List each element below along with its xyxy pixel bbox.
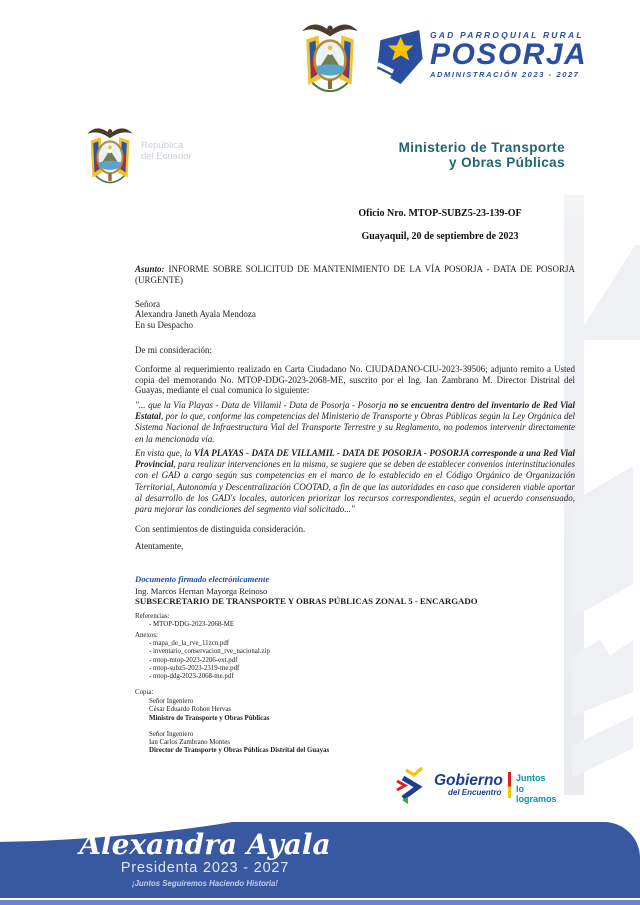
ministry-title bbox=[325, 140, 565, 170]
copy-entry bbox=[135, 731, 329, 756]
references-block bbox=[135, 613, 234, 629]
quote2-suffix: , para realizar intervenciones en la misma, se sugiere que se deben de establecer convenios interinstitucionales con el GAD a cargo según sus competencias en el marco de lo establecido en el Código Orgánico de Organización Territorial, Autonomía y Descentralización COOTAD, a fin de que las autoridades en caso que consideren viable aportar al desarrollo de los GAD's locales, autoricen priorizar los recursos correspondientes, según el acuerdo consensuado, para mejorar las condiciones del segmento vial solicitado..." bbox=[135, 459, 575, 515]
gad-admin: ADMINISTRACIÓN 2023 - 2027 bbox=[430, 70, 580, 79]
footer-band bbox=[0, 822, 640, 898]
signer-title: SUBSECRETARIO DE TRANSPORTE Y OBRAS PÚBLICAS ZONAL 5 - ENCARGADO bbox=[135, 596, 478, 606]
annex-item: - mtop-subz5-2023-2319-me.pdf bbox=[149, 664, 240, 672]
footer-slogan: ¡Juntos Seguiremos Haciendo Historia! bbox=[131, 879, 278, 888]
quote1-suffix: , por lo que, conforme las competencias del Ministerio de Transporte y Obras Públicas según la Ley Orgánica del Sistema Nacional de Infraestructura Vial del Transporte Terrestre y su Reglamento, no podemos intervenir directamente en la mencionada vía. bbox=[135, 411, 575, 444]
copy-salutation: Señor Ingeniero bbox=[149, 730, 194, 738]
subject-text: INFORME SOBRE SOLICITUD DE MANTENIMIENTO DE LA VÍA POSORJA - DATA DE POSORJA (URGENTE) bbox=[135, 264, 576, 285]
gad-name: POSORJA bbox=[430, 38, 588, 71]
gobierno-tagline bbox=[516, 773, 566, 805]
republic-line2: del Ecuador bbox=[141, 150, 192, 162]
annexes-block bbox=[135, 632, 270, 681]
posorja-shield-icon bbox=[372, 24, 426, 90]
recipient-honorific: Señora bbox=[135, 299, 160, 309]
ministry-line2: y Obras Públicas bbox=[449, 155, 565, 170]
oficio-number: Oficio Nro. MTOP-SUBZ5-23-139-OF bbox=[358, 208, 522, 219]
gobierno-sub: del Encuentro bbox=[448, 788, 502, 797]
gobierno-tagline-1: Juntos bbox=[516, 773, 546, 783]
letter-coat-of-arms-icon bbox=[84, 122, 136, 186]
gobierno-divider bbox=[508, 772, 511, 798]
paragraph-1: Conforme al requerimiento realizado en Carta Ciudadano No. CIUDADANO-CIU-2023-39506; adjunto remito a Usted copia del memorando No. MTOP-DDG-2023-2068-ME, suscrito por el Ing. Ian Zambrano M. Director Distrital del Guayas, mediante el cual comunica lo siguiente: bbox=[135, 364, 575, 396]
annex-item: - mapa_de_la_rve_11zcn.pdf bbox=[149, 640, 230, 648]
copies-block bbox=[135, 689, 329, 755]
posorja-logo-text bbox=[430, 30, 610, 79]
annexes-label: Anexos: bbox=[135, 632, 158, 639]
footer-bottom-stripe bbox=[0, 900, 640, 905]
subject-label: Asunto: bbox=[135, 264, 165, 274]
copy-salutation: Señor Ingeniero bbox=[149, 698, 194, 706]
subject-line bbox=[135, 264, 575, 285]
gad-line: GAD PARROQUIAL RURAL bbox=[430, 30, 584, 40]
quote-paragraph-2 bbox=[135, 448, 575, 515]
republic-line1: República bbox=[141, 140, 184, 151]
copy-entry bbox=[135, 698, 329, 723]
copy-title: Director de Transporte y Obras Públicas Distrital del Guayas bbox=[149, 747, 330, 755]
copy-name: César Eduardo Rohon Hervas bbox=[149, 706, 232, 714]
gobierno-tagline-2: lo logramos bbox=[516, 783, 557, 804]
quote2-bold: VÍA PLAYAS - DATA DE VILLAMIL - DATA DE POSORJA - POSORJA corresponde a una Red Vial Provincial bbox=[135, 448, 575, 470]
closing-line: Con sentimientos de distinguida consideración. bbox=[135, 524, 306, 534]
footer-president-name: Alexandra Ayala bbox=[79, 828, 331, 861]
quote1-bold: no se encuentra dentro del inventario de Red Vial Estatal bbox=[135, 400, 575, 422]
copies-label: Copia: bbox=[135, 689, 154, 696]
copy-title: Ministro de Transporte y Obras Públicas bbox=[149, 714, 270, 722]
reference-item: - MTOP-DDG-2023-2068-ME bbox=[149, 621, 235, 629]
gobierno-encuentro-arrows-icon bbox=[396, 766, 432, 806]
copy-name: Ian Carlos Zambrano Montes bbox=[149, 739, 230, 747]
salutation: De mi consideración: bbox=[135, 345, 212, 355]
gobierno-encuentro-logo bbox=[396, 764, 566, 812]
farewell-line: Atentamente, bbox=[135, 541, 184, 551]
oficio-date: Guayaquil, 20 de septiembre de 2023 bbox=[361, 231, 519, 242]
quote2-prefix: En vista que, la bbox=[135, 448, 194, 458]
gobierno-name: Gobierno bbox=[434, 772, 503, 789]
recipient-block bbox=[135, 299, 575, 330]
signer-name: Ing. Marcos Hernan Mayorga Reinoso bbox=[135, 586, 268, 596]
footer-president-title: Presidenta 2023 - 2027 bbox=[120, 860, 290, 876]
recipient-name: Alexandra Janeth Ayala Mendoza bbox=[135, 309, 256, 320]
annex-item: - inventario_conservacion_rve_nacional.zip bbox=[149, 648, 270, 656]
quote-paragraph-1 bbox=[135, 400, 575, 445]
references-label: Referencias: bbox=[135, 613, 170, 620]
annex-item: - mtop-mtop-2023-2206-ext.pdf bbox=[149, 656, 238, 664]
ecuador-coat-of-arms-icon bbox=[298, 16, 362, 96]
ministry-line1: Ministerio de Transporte bbox=[398, 140, 565, 155]
recipient-office: En su Despacho bbox=[135, 319, 193, 330]
republic-watermark-text bbox=[141, 141, 192, 162]
annex-item: - mtop-ddg-2023-2068-me.pdf bbox=[149, 673, 234, 681]
electronic-signature-note: Documento firmado electrónicamente bbox=[135, 574, 270, 584]
quote1-prefix: "... que la Vía Playas - Data de Villamil - Data de Posorja - Posorja bbox=[135, 400, 389, 410]
